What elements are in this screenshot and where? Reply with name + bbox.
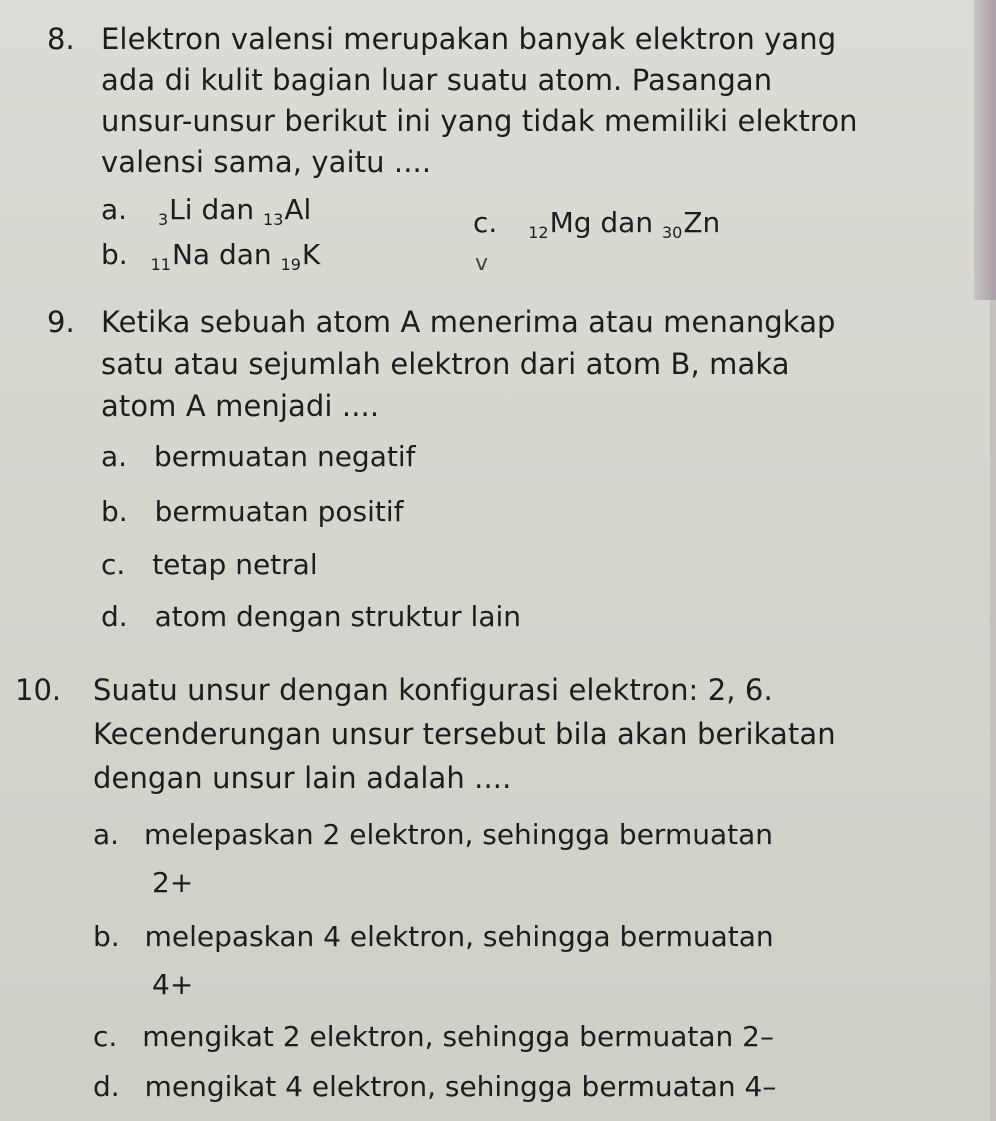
question-text-line: Elektron valensi merupakan banyak elektron yang — [101, 22, 837, 56]
option-label: c. — [93, 1020, 118, 1053]
question-text-line: satu atau sejumlah elektron dari atom B, maka — [101, 347, 790, 381]
option-label: d. — [101, 600, 128, 633]
question-text-line: Kecenderungan unsur tersebut bila akan berikatan — [93, 717, 836, 751]
question-text-line: valensi sama, yaitu .... — [101, 145, 432, 179]
option-text: bermuatan positif — [154, 495, 404, 528]
atomic-number: 3 — [157, 210, 169, 229]
option-c[interactable] — [93, 1020, 774, 1053]
option-a[interactable] — [101, 193, 312, 229]
question-number: 8. — [47, 22, 75, 56]
option-d[interactable] — [101, 600, 521, 633]
option-b[interactable] — [101, 238, 321, 274]
element-symbol: Mg — [549, 206, 592, 239]
question-text-line: ada di kulit bagian luar suatu atom. Pasangan — [101, 63, 773, 97]
option-label: a. — [93, 818, 120, 851]
option-label: c. — [473, 206, 498, 239]
option-label: c. — [101, 548, 126, 581]
option-c[interactable] — [101, 548, 318, 581]
option-label: d. — [93, 1070, 120, 1103]
question-text-line: unsur-unsur berikut ini yang tidak memiliki elektron — [101, 104, 858, 138]
question-number: 10. — [15, 673, 62, 707]
question-number: 9. — [47, 305, 75, 339]
option-text: melepaskan 2 elektron, sehingga bermuatan — [143, 818, 774, 851]
element-symbol: Al — [284, 193, 312, 226]
handwritten-mark: v — [475, 251, 489, 276]
question-text-line: Suatu unsur dengan konfigurasi elektron: 2, 6. — [93, 673, 773, 707]
atomic-number: 11 — [150, 255, 171, 274]
element-symbol: Na — [171, 238, 211, 271]
conjunction: dan — [201, 193, 255, 226]
option-label: b. — [93, 920, 120, 953]
question-text-line: dengan unsur lain adalah .... — [93, 761, 512, 795]
option-continuation: 4+ — [152, 968, 194, 1001]
option-text: bermuatan negatif — [153, 440, 416, 473]
option-label: a. — [101, 193, 128, 226]
option-b[interactable] — [93, 920, 774, 953]
conjunction: dan — [600, 206, 654, 239]
conjunction: dan — [218, 238, 272, 271]
option-text: atom dengan struktur lain — [154, 600, 521, 633]
atomic-number: 19 — [280, 255, 301, 274]
page-edge-lower — [990, 300, 996, 1121]
page-edge — [974, 0, 996, 300]
option-c[interactable] — [473, 206, 721, 242]
element-symbol: K — [301, 238, 321, 271]
option-label: a. — [101, 440, 128, 473]
option-label: b. — [101, 495, 128, 528]
option-b[interactable] — [101, 495, 403, 528]
question-text-line: atom A menjadi .... — [101, 389, 380, 423]
element-symbol: Li — [169, 193, 193, 226]
atomic-number: 12 — [528, 223, 549, 242]
option-text: mengikat 4 elektron, sehingga bermuatan 4– — [144, 1070, 777, 1103]
atomic-number: 30 — [662, 223, 683, 242]
option-text: tetap netral — [152, 548, 318, 581]
atomic-number: 13 — [263, 210, 284, 229]
option-label: b. — [101, 238, 128, 271]
option-a[interactable] — [101, 440, 415, 473]
question-text-line: Ketika sebuah atom A menerima atau menangkap — [101, 305, 836, 339]
option-text: melepaskan 4 elektron, sehingga bermuatan — [144, 920, 774, 953]
element-symbol: Zn — [683, 206, 721, 239]
option-a[interactable] — [93, 818, 773, 851]
option-text: mengikat 2 elektron, sehingga bermuatan 2– — [142, 1020, 774, 1053]
option-continuation: 2+ — [152, 866, 194, 899]
option-d[interactable] — [93, 1070, 776, 1103]
